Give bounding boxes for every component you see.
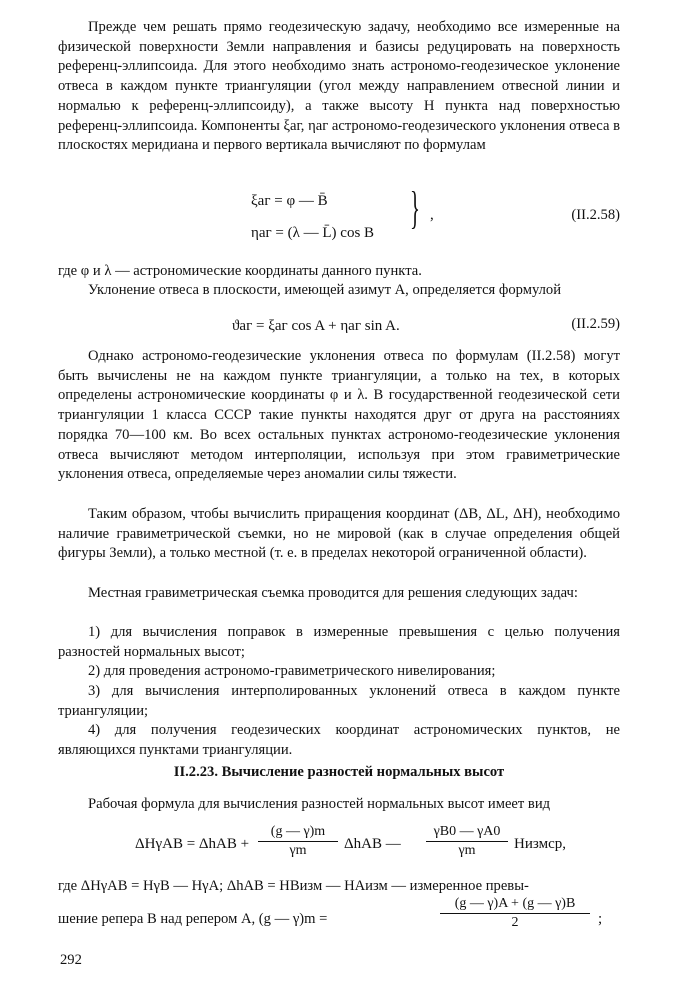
fraction-numerator: γB0 — γA0 [426,824,508,842]
fraction-numerator: (g — γ)A + (g — γ)B [440,896,590,914]
equation-theta: ϑаг = ξаг cos A + ηаг sin A. [232,318,400,334]
equation-eta: ηаг = (λ — L̄) cos B [251,225,375,241]
paragraph-where-continuation: шение репера B над репером A, (g — γ)m = [58,911,328,927]
system-brace: } [410,182,420,233]
fraction-denominator: γm [289,843,307,858]
fraction-denominator: 2 [511,915,519,930]
paragraph-deflection-azimuth: Уклонение отвеса в плоскости, имеющей азимут A, определяется формулой [88,282,562,298]
page-number: 292 [60,952,82,968]
equation-semicolon: ; [598,911,603,927]
section-heading: II.2.23. Вычисление разностей нормальных высот [173,764,505,780]
paragraph-where-phi-lambda: где φ и λ — астрономические координаты данного пункта. [58,263,422,279]
paragraph-thus: Таким образом, чтобы вычислить приращения координат (ΔB, ΔL, ΔH), необходимо наличие гравиметрической съемки, но не мировой (как в случае определения общей фигуры Земли), а только местной (т. е. в пределах некоторой ограниченной области). [58,506,620,562]
list-item-4: 4) для получения геодезических координат астрономических пунктов, не являющихся пунктами триангуляции. [58,722,620,758]
equation-main-tail: Hизмср, [514,836,566,852]
paragraph-where-definitions: где ΔHγAB = HγB — HγA; ΔhAB = HBизм — HAизм — измеренное превы- [58,878,529,894]
list-item-1: 1) для вычисления поправок в измеренные превышения с целью получения разностей нормальных высот; [58,624,620,660]
fraction-denominator: γm [458,843,476,858]
equation-xi: ξаг = φ — B̄ [251,193,328,209]
list-item-2: 2) для проведения астрономо-гравиметрического нивелирования; [88,663,496,679]
equation-main-middle: ΔhAB — [344,836,401,852]
paragraph-intro: Прежде чем решать прямо геодезическую задачу, необходимо все измеренные на физической поверхности Земли направления и базисы редуцировать на поверхность референц-эллипсоида. Для этого необходимо знать астрономо-геодезическое уклонение отвеса в каждом пункте триангуляции (угол между направлением отвесной линии и нормалью к референц-эллипсоиду), а также высоту H пункта над поверхностью референц-эллипсоида. Компоненты ξаг, ηаг астрономо-геодезического уклонения отвеса в плоскостях меридиана и первого вертикала вычисляют по формулам [58,19,620,154]
equation-number-58: (II.2.58) [571,207,620,223]
equation-comma: , [430,207,434,223]
fraction-numerator: (g — γ)m [258,824,338,842]
paragraph-however: Однако астрономо-геодезические уклонения отвеса по формулам (II.2.58) могут быть вычислены не на каждом пункте триангуляции, а только на тех, в которых определены астрономические координаты φ и λ. В государственной геодезической сети триангуляции 1 класса СССР такие пункты находятся друг от друга на расстояниях порядка 70—100 км. Во всех остальных пунктах астрономо-геодезические уклонения отвеса вычисляют методом интерполяции, используя при этом гравиметрические уклонения отвеса, определяемые через аномалии силы тяжести. [58,348,620,483]
fraction-gravity-anomaly [258,824,338,859]
fraction-normal-gravity [426,824,508,859]
list-item-3: 3) для вычисления интерполированных уклонений отвеса в каждом пункте триангуляции; [58,683,620,719]
paragraph-working-formula: Рабочая формула для вычисления разностей нормальных высот имеет вид [88,796,551,812]
paragraph-local-survey: Местная гравиметрическая съемка проводится для решения следующих задач: [88,585,578,601]
equation-main-lhs: ΔHγAB = ΔhAB + [135,836,250,852]
fraction-mean-anomaly [440,896,590,931]
equation-number-59: (II.2.59) [571,316,620,332]
